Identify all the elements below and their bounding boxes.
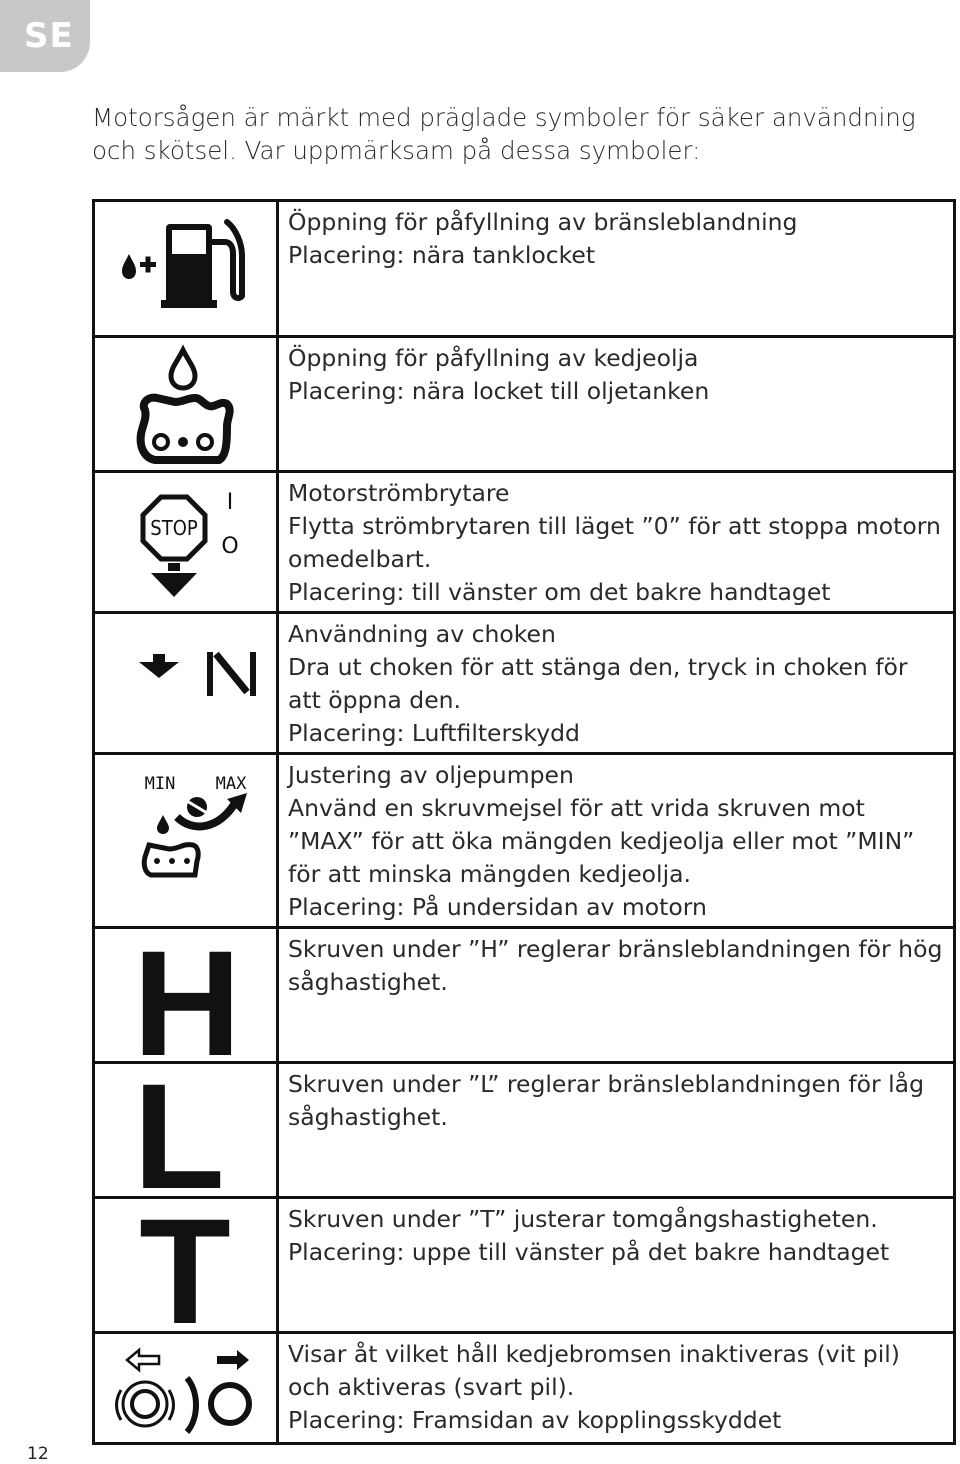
stop-switch-icon: [95, 473, 276, 614]
table-row-t: [95, 1199, 953, 1334]
max-label: MAX: [215, 774, 247, 794]
row-text: [288, 759, 945, 924]
row-line: Dra ut choken för att stänga den, tryck in choken för att öppna den.: [288, 653, 908, 714]
row-text: [288, 477, 945, 609]
oil-pump-adjust-icon: [95, 755, 276, 929]
letter-l-icon: [95, 1064, 276, 1199]
row-text: [288, 1338, 945, 1437]
table-row-l: [95, 1064, 953, 1199]
t-letter: T: [139, 1199, 231, 1331]
table-row-stop-switch: [95, 473, 953, 614]
row-line: Användning av choken: [288, 620, 556, 648]
table-row-chain-oil: [95, 338, 953, 473]
l-letter: L: [133, 1064, 225, 1196]
row-text: [288, 1068, 945, 1134]
row-line: Skruven under ”H” reglerar bränsleblandningen för hög såghastighet.: [288, 935, 943, 996]
language-tab-label: SE: [24, 16, 74, 56]
off-label: O: [221, 534, 239, 559]
row-line: Placering: uppe till vänster på det bakre handtaget: [288, 1238, 890, 1266]
intro-text: Motorsågen är märkt med präglade symboler för säker användning och skötsel. Var uppmärksam på dessa symboler:: [92, 103, 916, 165]
row-line: Skruven under ”L” reglerar bränsleblandningen för låg såghastighet.: [288, 1070, 924, 1131]
page-number: 12: [27, 1444, 49, 1464]
table-row-chain-brake: [95, 1334, 953, 1445]
row-text: [288, 1203, 945, 1269]
row-line: Öppning för påfyllning av bränsleblandning: [288, 208, 798, 236]
row-line: Öppning för påfyllning av kedjeolja: [288, 344, 699, 372]
chain-brake-icon: [95, 1334, 276, 1445]
letter-h-icon: [95, 929, 276, 1064]
row-text: [288, 618, 945, 750]
table-row-choke: [95, 614, 953, 755]
chain-oil-icon: [95, 338, 276, 473]
row-text: [288, 342, 945, 408]
row-line: Flytta strömbrytaren till läget ”0” för att stoppa motorn omedelbart.: [288, 512, 941, 573]
row-line: Använd en skruvmejsel för att vrida skruven mot ”MAX” för att öka mängden kedjeolja eller mot ”MIN” för att minska mängden kedjeolja.: [288, 794, 915, 888]
h-letter: H: [132, 929, 242, 1061]
fuel-pump-icon: [95, 202, 276, 338]
row-line: Motorströmbrytare: [288, 479, 510, 507]
row-line: Visar åt vilket håll kedjebromsen inaktiveras (vit pil) och aktiveras (svart pil).: [288, 1340, 900, 1401]
row-line: Placering: nära tanklocket: [288, 241, 596, 269]
table-row-oil-pump: [95, 755, 953, 929]
min-label: MIN: [144, 774, 176, 794]
table-row-fuel: [95, 202, 953, 338]
row-text: [288, 933, 945, 999]
letter-t-icon: [95, 1199, 276, 1334]
table-row-h: [95, 929, 953, 1064]
row-line: Justering av oljepumpen: [288, 761, 574, 789]
row-line: Placering: nära locket till oljetanken: [288, 377, 710, 405]
row-line: Placering: Luftfilterskydd: [288, 719, 580, 747]
row-line: Placering: På undersidan av motorn: [288, 893, 707, 921]
choke-icon: [95, 614, 276, 755]
language-tab: [0, 0, 90, 72]
row-line: Placering: till vänster om det bakre handtaget: [288, 578, 831, 606]
on-label: I: [226, 490, 234, 515]
stop-label: STOP: [150, 516, 198, 540]
row-line: Skruven under ”T” justerar tomgångshastigheten.: [288, 1205, 878, 1233]
row-line: Placering: Framsidan av kopplingsskyddet: [288, 1406, 782, 1434]
symbol-table: [92, 199, 956, 1445]
row-text: [288, 206, 945, 272]
